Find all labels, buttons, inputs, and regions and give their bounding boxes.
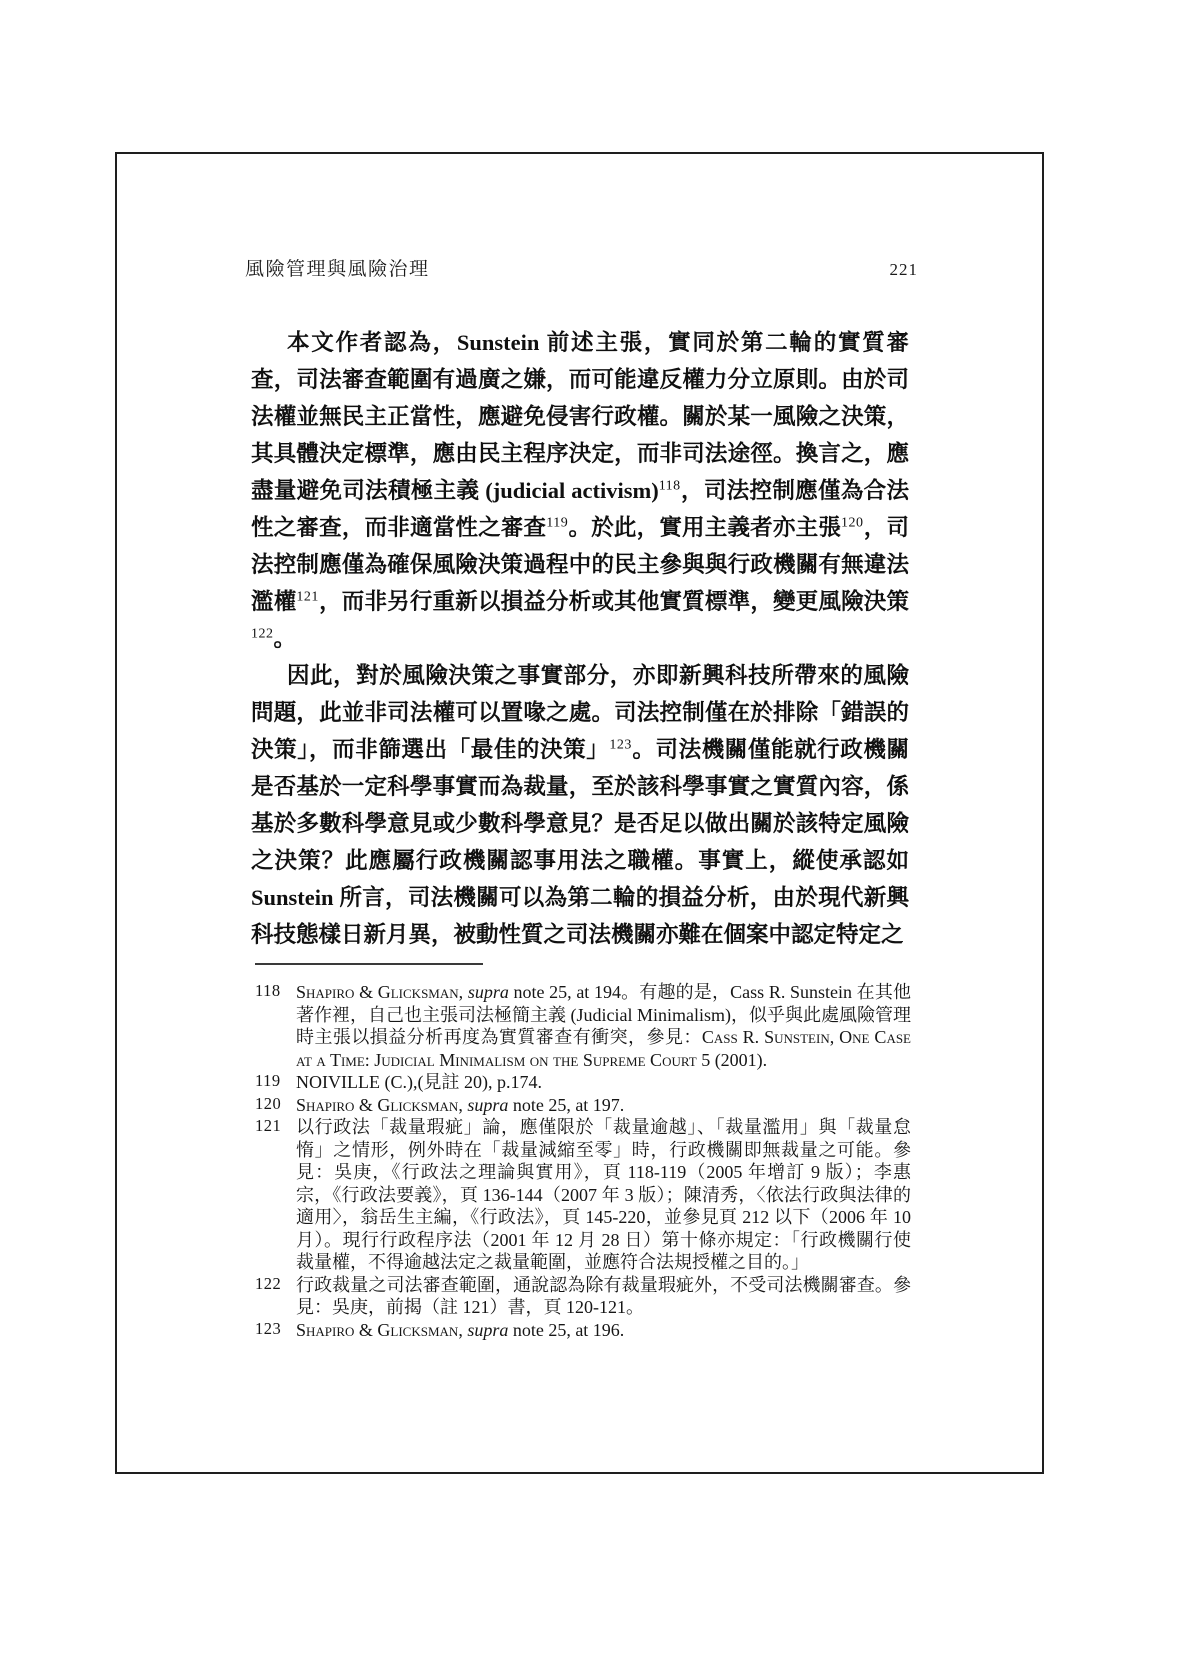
text-run: note 25, at 197. (508, 1094, 625, 1115)
footnote-number: 118 (255, 981, 281, 1000)
paragraph (251, 657, 909, 953)
footnote-number: 121 (255, 1116, 282, 1135)
page-number: 221 (889, 260, 918, 279)
footnote-number: 123 (255, 1318, 282, 1338)
text-run: note 25, at 196. (508, 1319, 625, 1340)
footnote-text (296, 1071, 911, 1094)
footnote-text (296, 1094, 911, 1117)
footnote-number: 120 (255, 1093, 282, 1113)
text-run: NOIVILLE (C.),(見註 20), p.174. (296, 1072, 542, 1092)
footnote-item (255, 1071, 911, 1094)
text-run: 行政裁量之司法審查範圍，通說認為除有裁量瑕疵外，不受司法機關審查。參見：吳庚，前揭（註 121）書，頁 120-121。 (296, 1274, 911, 1317)
body-text (251, 324, 909, 953)
text-run: ，而非另行重新以損益分析或其他實質標準，變更風險決策 (318, 589, 909, 614)
footnote-text (296, 1116, 911, 1274)
running-header (245, 254, 918, 281)
italic-term: supra (467, 982, 509, 1002)
small-caps-citation: Shapiro & Glicksman (296, 1319, 459, 1340)
text-run: ，司法控制應僅為合法性之審查，而非適當性之審查 (251, 478, 909, 540)
footnote-ref: 120 (841, 515, 864, 531)
footnote-ref: 119 (546, 515, 569, 531)
text-run: 5 (2001). (696, 1049, 768, 1070)
text-run: , (458, 1319, 468, 1340)
footnote-item (255, 1319, 911, 1342)
footnotes-section (255, 981, 911, 1341)
footnote-item (255, 1116, 911, 1274)
footnote-item (255, 981, 911, 1071)
footnote-separator (255, 963, 483, 965)
footnote-item (255, 1094, 911, 1117)
footnote-ref: 123 (609, 737, 632, 753)
small-caps-citation: Shapiro & Glicksman (296, 1094, 459, 1115)
running-title: 風險管理與風險治理 (245, 259, 430, 280)
text-run: 。 (273, 626, 297, 651)
page-frame (115, 152, 1044, 1474)
italic-term: supra (467, 1094, 509, 1115)
text-run: 。司法機關僅能就行政機關是否基於一定科學事實而為裁量，至於該科學事實之實質內容，係基於多數科學意見或少數科學意見？是否足以做出關於該特定風險之決策？此應屬行政機關認事用法之職權。事實上，縱使承認如 Sunstein 所言，司法機關可以為第二輪的損益分析，由於現代新興科技態樣日新月異，被動性質之司法機關亦難在個案中認定特定之 (251, 737, 909, 947)
footnote-ref: 118 (658, 478, 681, 494)
italic-term: supra (467, 1319, 509, 1340)
text-run: ，司法控制應僅為確保風險決策過程中的民主參與與行政機關有無違法濫權 (251, 515, 909, 614)
footnote-item (255, 1274, 911, 1319)
text-run: note 25, at 194。有趣的是，Cass R. Sunstein 在其他著作裡，自己也主張司法極簡主義 (Judicial Minimalism)，似乎與此處風險管理時主張以損益分析再度為實質審查有衝突，參見： (296, 982, 911, 1047)
footnote-text (296, 1274, 911, 1319)
text-run: , (458, 1094, 468, 1115)
text-run: 因此，對於風險決策之事實部分，亦即新興科技所帶來的風險問題，此並非司法權可以置喙之處。司法控制僅在於排除「錯誤的決策」，而非篩選出「最佳的決策」 (251, 663, 909, 762)
footnote-ref: 122 (251, 626, 274, 642)
small-caps-citation: Cass R. Sunstein, One Case at a Time: Judicial Minimalism on the Supreme Court (296, 1027, 912, 1070)
text-run: 本文作者認為，Sunstein 前述主張，實同於第二輪的實質審查，司法審查範圍有過廣之嫌，而可能違反權力分立原則。由於司法權並無民主正當性，應避免侵害行政權。關於某一風險之決策，其具體決定標準，應由民主程序決定，而非司法途徑。換言之，應盡量避免司法積極主義 (judicial activism) (251, 330, 909, 503)
footnote-ref: 121 (296, 589, 319, 605)
text-run: 。於此，實用主義者亦主張 (568, 515, 842, 540)
text-run: , (458, 982, 468, 1002)
footnote-number: 119 (255, 1071, 281, 1090)
footnote-number: 122 (255, 1273, 282, 1293)
small-caps-citation: Shapiro & Glicksman (296, 982, 459, 1002)
footnote-text (296, 981, 911, 1071)
footnote-text (296, 1319, 911, 1342)
paragraph (251, 324, 909, 657)
text-run: 以行政法「裁量瑕疵」論，應僅限於「裁量逾越」、「裁量濫用」與「裁量怠惰」之情形，例外時在「裁量減縮至零」時，行政機關即無裁量之可能。參見：吳庚，《行政法之理論與實用》，頁 118-119（2005 年增訂 9 版）；李惠宗，《行政法要義》，頁 136-144（2007 年 3 版）；陳清秀，〈依法行政與法律的適用〉，翁岳生主編，《行政法》，頁 145-220，並參見頁 212 以下（2006 年 10 月）。現行行政程序法（2001 年 12 月 28 日）第十條亦規定：「行政機關行使裁量權，不得逾越法定之裁量範圍，並應符合法規授權之目的。」 (296, 1117, 911, 1272)
